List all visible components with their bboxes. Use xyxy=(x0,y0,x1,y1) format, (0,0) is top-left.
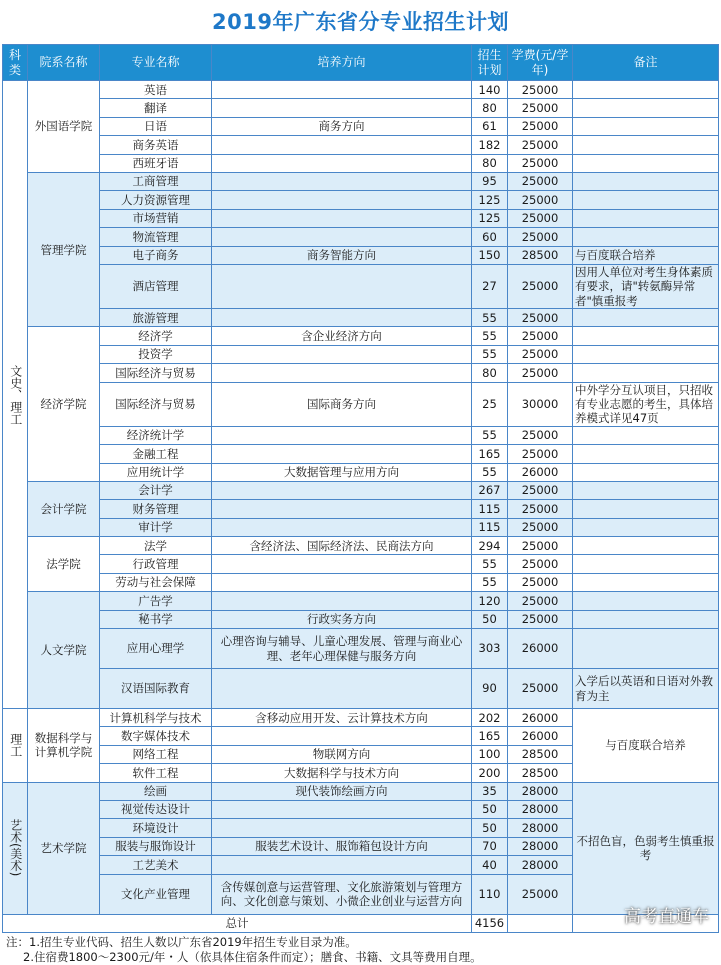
remark-cell xyxy=(573,191,719,209)
table-row xyxy=(3,309,719,327)
remark-cell xyxy=(573,345,719,363)
major-cell: 法学 xyxy=(100,537,212,555)
remark-cell xyxy=(573,136,719,154)
remark-cell: 因用人单位对考生身体素质有要求，请"转氨酶异常者"慎重报考 xyxy=(573,264,719,308)
direction-cell: 含传媒创意与运营管理、文化旅游策划与管理方向、文化创意与策划、小微企业创业与运营方向 xyxy=(212,874,472,914)
major-cell: 电子商务 xyxy=(100,246,212,264)
fee-cell: 25000 xyxy=(508,191,573,209)
table-row xyxy=(3,782,719,800)
plan-cell: 55 xyxy=(472,573,508,591)
remark-cell xyxy=(573,481,719,499)
fee-cell: 25000 xyxy=(508,426,573,444)
direction-cell xyxy=(212,81,472,99)
plan-cell: 80 xyxy=(472,364,508,382)
college-cell: 人文学院 xyxy=(28,592,100,709)
direction-cell: 含经济法、国际经济法、民商法方向 xyxy=(212,537,472,555)
table-row xyxy=(3,264,719,308)
plan-cell: 165 xyxy=(472,445,508,463)
major-cell: 财务管理 xyxy=(100,500,212,518)
fee-cell: 25000 xyxy=(508,136,573,154)
fee-cell: 25000 xyxy=(508,537,573,555)
plan-cell: 303 xyxy=(472,629,508,669)
direction-cell xyxy=(212,99,472,117)
remark-cell xyxy=(573,500,719,518)
remark-cell xyxy=(573,555,719,573)
fee-cell: 25000 xyxy=(508,481,573,499)
major-cell: 绘画 xyxy=(100,782,212,800)
header-remark: 备注 xyxy=(573,45,719,81)
enrollment-plan-table xyxy=(2,44,719,933)
remark-cell xyxy=(573,228,719,246)
direction-cell xyxy=(212,345,472,363)
plan-cell: 200 xyxy=(472,764,508,782)
direction-cell xyxy=(212,426,472,444)
major-cell: 酒店管理 xyxy=(100,264,212,308)
direction-cell xyxy=(212,154,472,172)
remark-cell: 与百度联合培养 xyxy=(573,709,719,783)
major-cell: 数字媒体技术 xyxy=(100,727,212,745)
plan-cell: 165 xyxy=(472,727,508,745)
plan-cell: 55 xyxy=(472,426,508,444)
major-cell: 应用心理学 xyxy=(100,629,212,669)
direction-cell xyxy=(212,800,472,818)
header-direction: 培养方向 xyxy=(212,45,472,81)
fee-cell: 28000 xyxy=(508,856,573,874)
fee-cell: 28500 xyxy=(508,745,573,763)
fee-cell: 25000 xyxy=(508,345,573,363)
total-label: 总计 xyxy=(3,914,472,932)
fee-cell: 30000 xyxy=(508,382,573,426)
direction-cell: 含企业经济方向 xyxy=(212,327,472,345)
plan-cell: 95 xyxy=(472,172,508,190)
remark-cell: 与百度联合培养 xyxy=(573,246,719,264)
college-cell: 经济学院 xyxy=(28,327,100,481)
major-cell: 服装与服饰设计 xyxy=(100,837,212,855)
direction-cell: 心理咨询与辅导、儿童心理发展、管理与商业心理、老年心理保健与服务方向 xyxy=(212,629,472,669)
direction-cell xyxy=(212,669,472,709)
fee-cell: 25000 xyxy=(508,264,573,308)
fee-cell: 25000 xyxy=(508,518,573,536)
plan-cell: 90 xyxy=(472,669,508,709)
remark-cell xyxy=(573,117,719,135)
major-cell: 国际经济与贸易 xyxy=(100,364,212,382)
table-row xyxy=(3,537,719,555)
plan-cell: 80 xyxy=(472,99,508,117)
direction-cell xyxy=(212,191,472,209)
plan-cell: 55 xyxy=(472,345,508,363)
plan-cell: 125 xyxy=(472,191,508,209)
table-row xyxy=(3,172,719,190)
plan-cell: 267 xyxy=(472,481,508,499)
plan-cell: 55 xyxy=(472,555,508,573)
direction-cell xyxy=(212,727,472,745)
major-cell: 投资学 xyxy=(100,345,212,363)
fee-cell: 25000 xyxy=(508,172,573,190)
fee-cell: 28000 xyxy=(508,837,573,855)
table-row xyxy=(3,99,719,117)
fee-cell: 28500 xyxy=(508,764,573,782)
fee-cell: 25000 xyxy=(508,309,573,327)
remark-cell xyxy=(573,426,719,444)
remark-cell xyxy=(573,209,719,227)
direction-cell: 行政实务方向 xyxy=(212,610,472,628)
direction-cell xyxy=(212,819,472,837)
college-cell: 管理学院 xyxy=(28,172,100,326)
direction-cell: 服装艺术设计、服饰箱包设计方向 xyxy=(212,837,472,855)
plan-cell: 140 xyxy=(472,81,508,99)
major-cell: 行政管理 xyxy=(100,555,212,573)
table-row xyxy=(3,709,719,727)
major-cell: 日语 xyxy=(100,117,212,135)
direction-cell xyxy=(212,573,472,591)
direction-cell xyxy=(212,309,472,327)
fee-cell: 26000 xyxy=(508,727,573,745)
remark-cell xyxy=(573,573,719,591)
fee-cell: 25000 xyxy=(508,154,573,172)
footnote-1: 注：1.招生专业代码、招生人数以广东省2019年招生专业目录为准。 xyxy=(6,934,357,949)
direction-cell xyxy=(212,445,472,463)
remark-cell: 中外学分互认项目，只招收有专业志愿的考生，具体培养模式详见47页 xyxy=(573,382,719,426)
major-cell: 视觉传达设计 xyxy=(100,800,212,818)
fee-cell: 25000 xyxy=(508,117,573,135)
direction-cell xyxy=(212,172,472,190)
college-cell: 外国语学院 xyxy=(28,81,100,173)
remark-cell xyxy=(573,309,719,327)
plan-cell: 125 xyxy=(472,209,508,227)
fee-cell: 25000 xyxy=(508,327,573,345)
plan-cell: 55 xyxy=(472,309,508,327)
plan-cell: 50 xyxy=(472,610,508,628)
footnote-2: 2.住宿费1800～2300元/年・人（依具体住宿条件而定）；膳食、书籍、文具等费用自理。 xyxy=(23,949,482,964)
plan-cell: 55 xyxy=(472,463,508,481)
major-cell: 软件工程 xyxy=(100,764,212,782)
major-cell: 人力资源管理 xyxy=(100,191,212,209)
major-cell: 汉语国际教育 xyxy=(100,669,212,709)
fee-cell: 25000 xyxy=(508,573,573,591)
plan-cell: 120 xyxy=(472,592,508,610)
table-row xyxy=(3,629,719,669)
direction-cell xyxy=(212,481,472,499)
major-cell: 应用统计学 xyxy=(100,463,212,481)
major-cell: 劳动与社会保障 xyxy=(100,573,212,591)
table-body xyxy=(3,81,719,933)
table-row xyxy=(3,518,719,536)
fee-cell: 25000 xyxy=(508,99,573,117)
header-plan: 招生计划 xyxy=(472,45,508,81)
kelei-cell: 艺术(美术) xyxy=(3,782,28,914)
major-cell: 经济统计学 xyxy=(100,426,212,444)
table-row xyxy=(3,345,719,363)
direction-cell xyxy=(212,500,472,518)
fee-cell: 28000 xyxy=(508,819,573,837)
direction-cell xyxy=(212,209,472,227)
direction-cell: 现代装饰绘画方向 xyxy=(212,782,472,800)
direction-cell xyxy=(212,364,472,382)
table-row xyxy=(3,191,719,209)
plan-cell: 50 xyxy=(472,819,508,837)
table-row xyxy=(3,669,719,709)
table-row xyxy=(3,463,719,481)
fee-cell: 25000 xyxy=(508,81,573,99)
plan-cell: 182 xyxy=(472,136,508,154)
plan-cell: 25 xyxy=(472,382,508,426)
remark-cell xyxy=(573,364,719,382)
plan-cell: 35 xyxy=(472,782,508,800)
kelei-cell: 理工 xyxy=(3,709,28,783)
fee-cell: 25000 xyxy=(508,209,573,227)
remark-cell xyxy=(573,610,719,628)
header-fee: 学费(元/学年) xyxy=(508,45,573,81)
fee-cell: 25000 xyxy=(508,669,573,709)
remark-cell: 入学后以英语和日语对外教育为主 xyxy=(573,669,719,709)
remark-cell xyxy=(573,463,719,481)
table-row xyxy=(3,246,719,264)
table-row xyxy=(3,573,719,591)
plan-cell: 202 xyxy=(472,709,508,727)
major-cell: 物流管理 xyxy=(100,228,212,246)
major-cell: 英语 xyxy=(100,81,212,99)
direction-cell xyxy=(212,555,472,573)
remark-cell xyxy=(573,629,719,669)
major-cell: 计算机科学与技术 xyxy=(100,709,212,727)
fee-cell: 28000 xyxy=(508,782,573,800)
major-cell: 工艺美术 xyxy=(100,856,212,874)
fee-cell: 25000 xyxy=(508,874,573,914)
major-cell: 会计学 xyxy=(100,481,212,499)
table-row xyxy=(3,426,719,444)
direction-cell: 含移动应用开发、云计算技术方向 xyxy=(212,709,472,727)
major-cell: 西班牙语 xyxy=(100,154,212,172)
major-cell: 广告学 xyxy=(100,592,212,610)
table-row xyxy=(3,592,719,610)
remark-cell xyxy=(573,518,719,536)
table-row xyxy=(3,364,719,382)
total-plan: 4156 xyxy=(472,914,508,932)
table-row xyxy=(3,500,719,518)
fee-cell: 25000 xyxy=(508,364,573,382)
direction-cell xyxy=(212,136,472,154)
header-kelei: 科类 xyxy=(3,45,28,81)
major-cell: 国际经济与贸易 xyxy=(100,382,212,426)
plan-cell: 60 xyxy=(472,228,508,246)
major-cell: 环境设计 xyxy=(100,819,212,837)
major-cell: 旅游管理 xyxy=(100,309,212,327)
remark-cell xyxy=(573,154,719,172)
remark-cell xyxy=(573,99,719,117)
plan-cell: 70 xyxy=(472,837,508,855)
fee-cell: 25000 xyxy=(508,592,573,610)
fee-cell: 25000 xyxy=(508,500,573,518)
plan-cell: 61 xyxy=(472,117,508,135)
remark-cell xyxy=(573,327,719,345)
remark-cell xyxy=(573,537,719,555)
major-cell: 市场营销 xyxy=(100,209,212,227)
plan-cell: 294 xyxy=(472,537,508,555)
table-row xyxy=(3,117,719,135)
direction-cell xyxy=(212,518,472,536)
direction-cell: 国际商务方向 xyxy=(212,382,472,426)
direction-cell xyxy=(212,264,472,308)
direction-cell: 商务方向 xyxy=(212,117,472,135)
major-cell: 金融工程 xyxy=(100,445,212,463)
header-major: 专业名称 xyxy=(100,45,212,81)
table-row xyxy=(3,481,719,499)
kelei-cell: 文史、理工 xyxy=(3,81,28,709)
table-row xyxy=(3,136,719,154)
table-row xyxy=(3,382,719,426)
plan-cell: 27 xyxy=(472,264,508,308)
table-header-row xyxy=(3,45,719,81)
college-cell: 会计学院 xyxy=(28,481,100,536)
direction-cell: 商务智能方向 xyxy=(212,246,472,264)
remark-cell: 不招色盲，色弱考生慎重报考 xyxy=(573,782,719,914)
footnotes xyxy=(6,935,721,965)
college-cell: 法学院 xyxy=(28,537,100,592)
remark-cell xyxy=(573,592,719,610)
remark-cell xyxy=(573,81,719,99)
major-cell: 网络工程 xyxy=(100,745,212,763)
table-row xyxy=(3,555,719,573)
fee-cell: 25000 xyxy=(508,610,573,628)
plan-cell: 150 xyxy=(472,246,508,264)
fee-cell: 25000 xyxy=(508,228,573,246)
plan-cell: 40 xyxy=(472,856,508,874)
plan-cell: 115 xyxy=(472,500,508,518)
direction-cell xyxy=(212,592,472,610)
direction-cell xyxy=(212,228,472,246)
fee-cell: 26000 xyxy=(508,629,573,669)
header-college: 院系名称 xyxy=(28,45,100,81)
major-cell: 秘书学 xyxy=(100,610,212,628)
direction-cell: 大数据管理与应用方向 xyxy=(212,463,472,481)
table-row xyxy=(3,327,719,345)
table-row xyxy=(3,154,719,172)
table-row xyxy=(3,81,719,99)
college-cell: 数据科学与计算机学院 xyxy=(28,709,100,783)
watermark-text: 高考直通车 xyxy=(624,907,709,927)
major-cell: 文化产业管理 xyxy=(100,874,212,914)
total-row xyxy=(3,914,719,932)
fee-cell: 25000 xyxy=(508,555,573,573)
remark-cell xyxy=(573,172,719,190)
fee-cell: 28500 xyxy=(508,246,573,264)
plan-cell: 115 xyxy=(472,518,508,536)
table-row xyxy=(3,610,719,628)
plan-cell: 110 xyxy=(472,874,508,914)
direction-cell: 物联网方向 xyxy=(212,745,472,763)
major-cell: 工商管理 xyxy=(100,172,212,190)
major-cell: 商务英语 xyxy=(100,136,212,154)
major-cell: 经济学 xyxy=(100,327,212,345)
page-title: 2019年广东省分专业招生计划 xyxy=(212,10,509,34)
plan-cell: 50 xyxy=(472,800,508,818)
fee-cell: 28000 xyxy=(508,800,573,818)
direction-cell xyxy=(212,856,472,874)
table-row xyxy=(3,209,719,227)
total-empty-fee xyxy=(508,914,573,932)
direction-cell: 大数据科学与技术方向 xyxy=(212,764,472,782)
plan-cell: 55 xyxy=(472,327,508,345)
fee-cell: 26000 xyxy=(508,709,573,727)
plan-cell: 100 xyxy=(472,745,508,763)
fee-cell: 25000 xyxy=(508,445,573,463)
major-cell: 翻译 xyxy=(100,99,212,117)
remark-cell xyxy=(573,445,719,463)
table-row xyxy=(3,445,719,463)
fee-cell: 26000 xyxy=(508,463,573,481)
college-cell: 艺术学院 xyxy=(28,782,100,914)
table-row xyxy=(3,228,719,246)
plan-cell: 80 xyxy=(472,154,508,172)
major-cell: 审计学 xyxy=(100,518,212,536)
